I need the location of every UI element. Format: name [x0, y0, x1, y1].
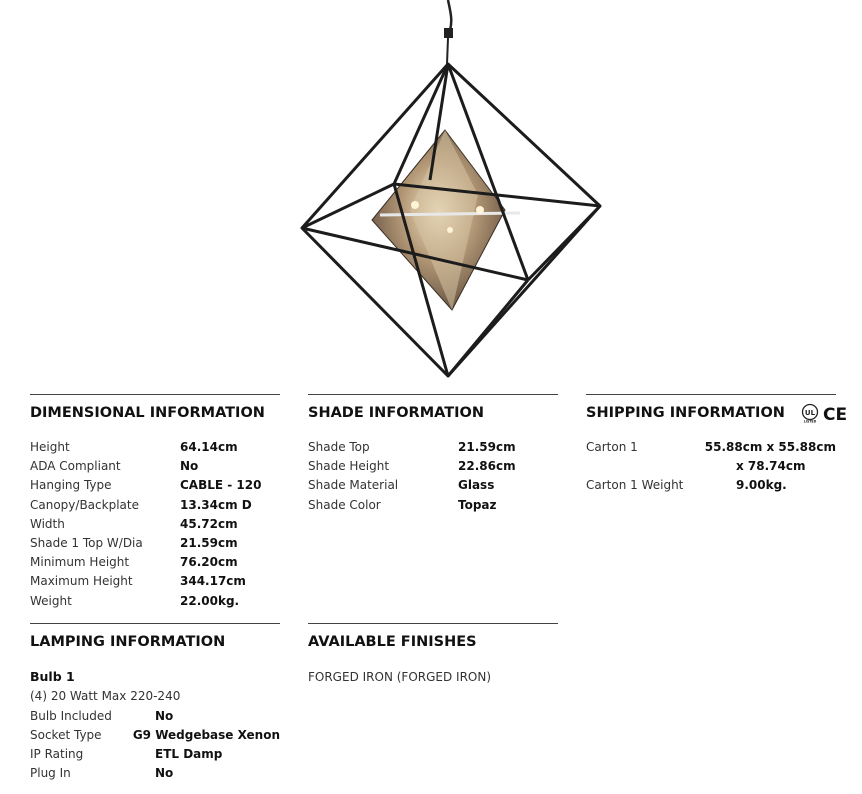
- lamping-section: [30, 623, 280, 783]
- spec-value: 45.72cm: [180, 516, 238, 531]
- spec-row: [30, 496, 280, 515]
- ul-listed-icon: [798, 403, 822, 423]
- spec-row: [308, 496, 558, 515]
- spec-list: [308, 438, 558, 515]
- spec-row: [30, 438, 280, 457]
- spec-value: No: [180, 459, 199, 474]
- svg-text:CE: CE: [822, 405, 848, 423]
- spec-label: ADA Compliant: [30, 459, 121, 474]
- spec-label: Canopy/Backplate: [30, 497, 139, 512]
- finish-list: [308, 668, 558, 688]
- spec-value: Topaz: [458, 497, 497, 512]
- section-title: LAMPING INFORMATION: [30, 634, 226, 650]
- spec-row: [30, 534, 280, 553]
- spec-value: 64.14cm: [180, 440, 238, 454]
- spec-value: 22.00kg.: [180, 593, 240, 608]
- divider: [308, 394, 558, 395]
- spec-value: 13.34cm D: [180, 497, 252, 512]
- spec-row: [30, 476, 280, 495]
- spec-value: ETL Damp: [155, 746, 223, 761]
- bulb-title: Bulb 1: [30, 669, 75, 684]
- spec-label: Height: [30, 440, 70, 454]
- spec-label: Width: [30, 516, 65, 531]
- spec-list: [30, 438, 280, 611]
- spec-row: [308, 476, 558, 495]
- spec-value: x 78.74cm: [736, 459, 806, 474]
- divider: [30, 623, 280, 624]
- spec-label: Minimum Height: [30, 555, 130, 570]
- divider: [308, 623, 558, 624]
- ce-mark-icon: [822, 403, 848, 423]
- spec-row: [30, 745, 280, 764]
- spec-row: [30, 515, 280, 534]
- spec-value: 21.59cm: [180, 535, 238, 550]
- spec-label: IP Rating: [30, 746, 84, 761]
- svg-text:LISTED: LISTED: [803, 419, 817, 423]
- spec-label: [586, 457, 736, 476]
- certification-icons: [798, 403, 848, 423]
- spec-row: [308, 457, 558, 476]
- spec-value: Glass: [458, 478, 495, 493]
- spec-label: Weight: [30, 593, 72, 608]
- spec-value: 344.17cm: [180, 574, 246, 589]
- spec-row: [30, 572, 280, 591]
- spec-row: [30, 726, 280, 745]
- shade-section: [308, 394, 558, 515]
- spec-value: 22.86cm: [458, 459, 516, 474]
- section-title: SHADE INFORMATION: [308, 405, 484, 421]
- section-title-text: SHIPPING INFORMATION: [586, 405, 785, 421]
- spec-row: [586, 457, 836, 476]
- spec-value: 76.20cm: [180, 555, 238, 570]
- divider: [586, 394, 836, 395]
- spec-value: 55.88cm x 55.88cm: [704, 440, 836, 454]
- pendant-light-image: [290, 0, 610, 385]
- spec-value: No: [155, 766, 174, 781]
- spec-list: [30, 707, 280, 784]
- spec-row: [586, 438, 836, 457]
- spec-label: Socket Type: [30, 727, 102, 742]
- spec-row: [30, 457, 280, 476]
- spec-row: [586, 476, 836, 495]
- spec-label: Carton 1: [586, 440, 638, 454]
- spec-value: No: [155, 708, 174, 723]
- section-title: DIMENSIONAL INFORMATION: [30, 405, 265, 421]
- spec-label: Shade Top: [308, 440, 370, 454]
- spec-row: [308, 438, 558, 457]
- spec-list: [586, 438, 836, 496]
- spec-label: Maximum Height: [30, 574, 133, 589]
- spec-value: G9 Wedgebase Xenon: [132, 727, 280, 742]
- spec-label: Bulb Included: [30, 708, 112, 723]
- dimensional-section: [30, 394, 280, 611]
- spec-value: 21.59cm: [458, 440, 516, 454]
- spec-label: Plug In: [30, 766, 71, 781]
- section-title: [586, 402, 848, 424]
- section-title: AVAILABLE FINISHES: [308, 634, 477, 650]
- spec-label: Carton 1 Weight: [586, 478, 684, 493]
- spec-label: Shade Height: [308, 459, 390, 474]
- spec-row: [30, 553, 280, 572]
- spec-label: Shade Color: [308, 497, 381, 512]
- spec-label: Shade Material: [308, 478, 399, 493]
- spec-row: [30, 707, 280, 726]
- spec-label: Shade 1 Top W/Dia: [30, 535, 143, 550]
- spec-value: CABLE - 120: [180, 478, 262, 493]
- spec-label: Hanging Type: [30, 478, 112, 493]
- finish-item: FORGED IRON (FORGED IRON): [308, 670, 492, 684]
- svg-text:UL: UL: [804, 409, 816, 417]
- spec-row: [30, 764, 280, 783]
- bulb-description: (4) 20 Watt Max 220-240: [30, 689, 181, 703]
- finishes-section: [308, 623, 558, 688]
- spec-row: [30, 592, 280, 611]
- spec-value: 9.00kg.: [736, 478, 787, 493]
- divider: [30, 394, 280, 395]
- shipping-section: [586, 394, 848, 496]
